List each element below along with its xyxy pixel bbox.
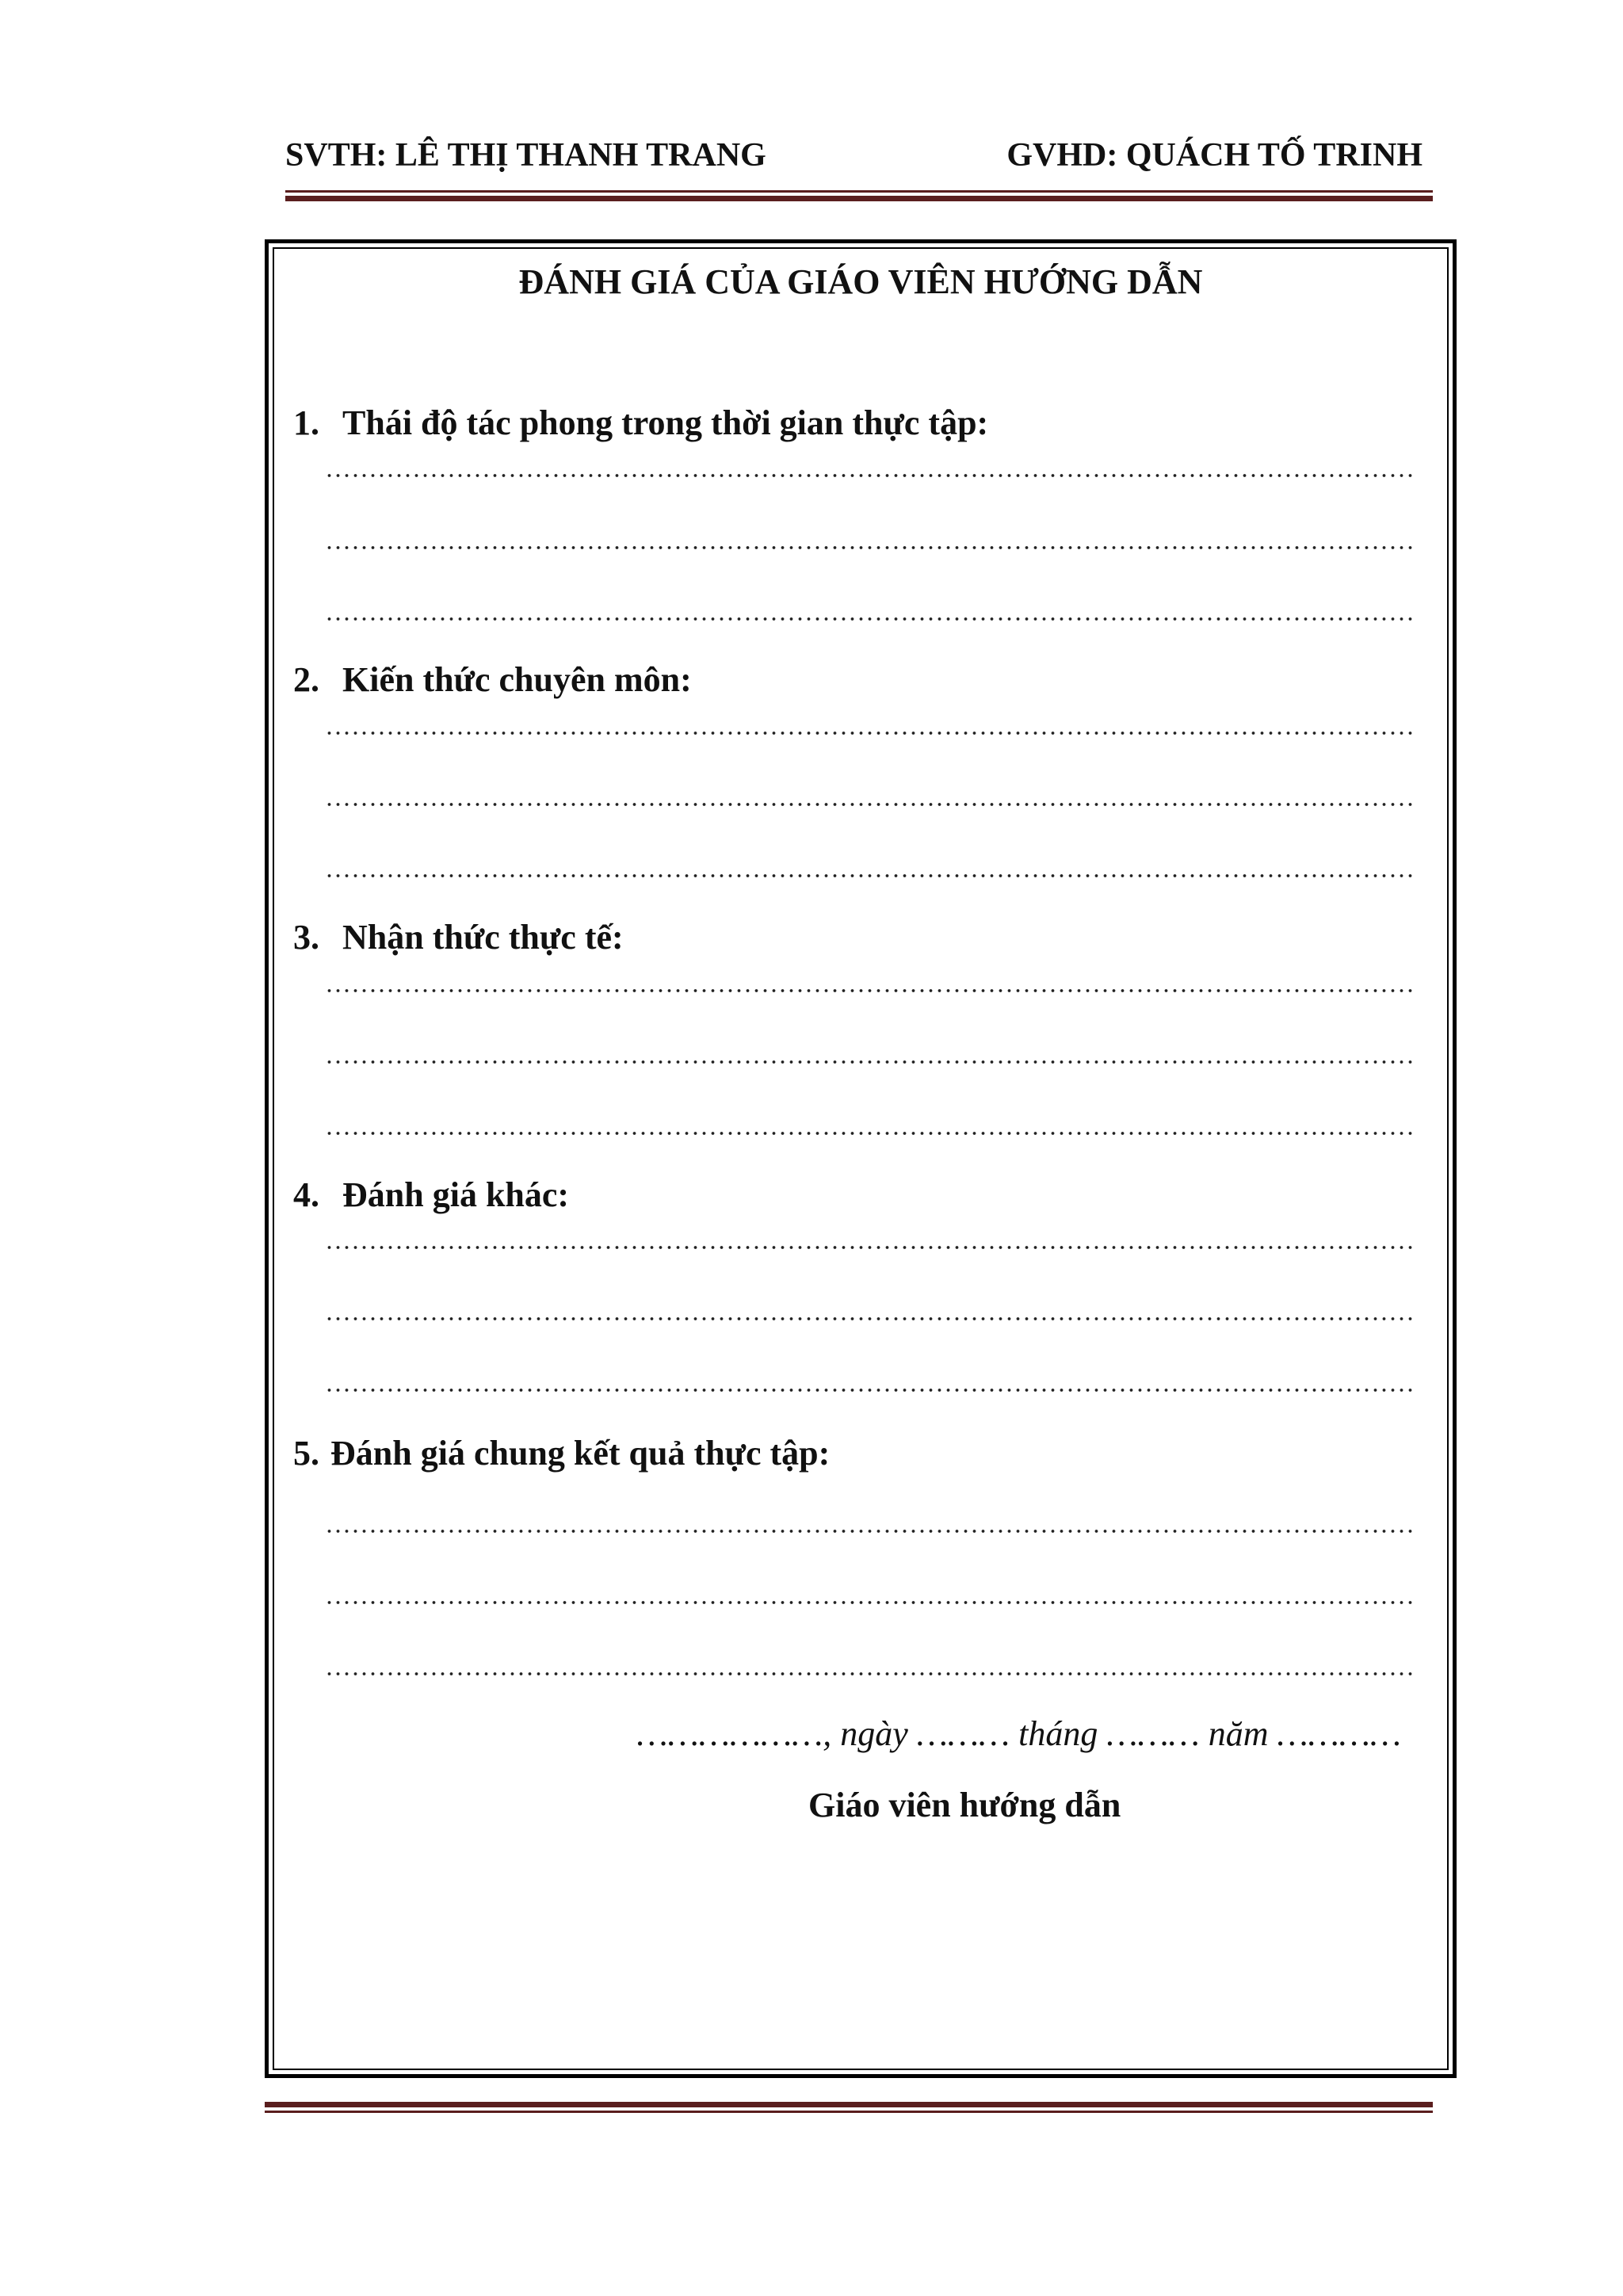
question-number: 1. <box>293 403 319 442</box>
answer-line-4-2[interactable] <box>325 1316 1415 1321</box>
answer-line-2-3[interactable] <box>325 873 1415 878</box>
question-2 <box>293 659 692 700</box>
answer-line-4-3[interactable] <box>325 1388 1415 1392</box>
answer-line-3-3[interactable] <box>325 1131 1415 1136</box>
answer-line-2-1[interactable] <box>325 731 1415 735</box>
question-label: Nhận thức thực tế: <box>342 918 624 957</box>
question-label: Đánh giá chung kết quả thực tập: <box>330 1434 831 1473</box>
question-5 <box>293 1433 830 1473</box>
date-place-line: ………………, ngày ……… tháng ……… năm ………… <box>636 1714 1401 1753</box>
question-3 <box>293 917 624 957</box>
advisor-name-header: GVHD: QUÁCH TỐ TRINH <box>1006 137 1423 174</box>
question-label: Thái độ tác phong trong thời gian thực tập: <box>342 403 989 442</box>
question-number: 4. <box>293 1175 319 1214</box>
question-label: Kiến thức chuyên môn: <box>342 660 692 699</box>
signer-title: Giáo viên hướng dẫn <box>808 1786 1121 1824</box>
answer-line-1-3[interactable] <box>325 617 1415 621</box>
form-title: ĐÁNH GIÁ CỦA GIÁO VIÊN HƯỚNG DẪN <box>518 262 1203 301</box>
footer-rule <box>265 2102 1433 2113</box>
answer-line-5-3[interactable] <box>325 1671 1415 1676</box>
answer-line-1-1[interactable] <box>325 473 1415 478</box>
question-number: 2. <box>293 660 319 699</box>
answer-line-5-2[interactable] <box>325 1600 1415 1605</box>
question-1 <box>293 403 988 443</box>
header-rule <box>285 190 1433 201</box>
question-4 <box>293 1175 569 1215</box>
answer-line-2-2[interactable] <box>325 802 1415 807</box>
answer-line-4-1[interactable] <box>325 1245 1415 1250</box>
question-label: Đánh giá khác: <box>342 1175 570 1214</box>
student-name-header: SVTH: LÊ THỊ THANH TRANG <box>285 137 766 174</box>
answer-line-3-2[interactable] <box>325 1060 1415 1064</box>
answer-line-1-2[interactable] <box>325 545 1415 550</box>
question-number: 3. <box>293 918 319 957</box>
question-number: 5. <box>293 1434 319 1473</box>
answer-line-3-1[interactable] <box>325 988 1415 993</box>
answer-line-5-1[interactable] <box>325 1529 1415 1534</box>
